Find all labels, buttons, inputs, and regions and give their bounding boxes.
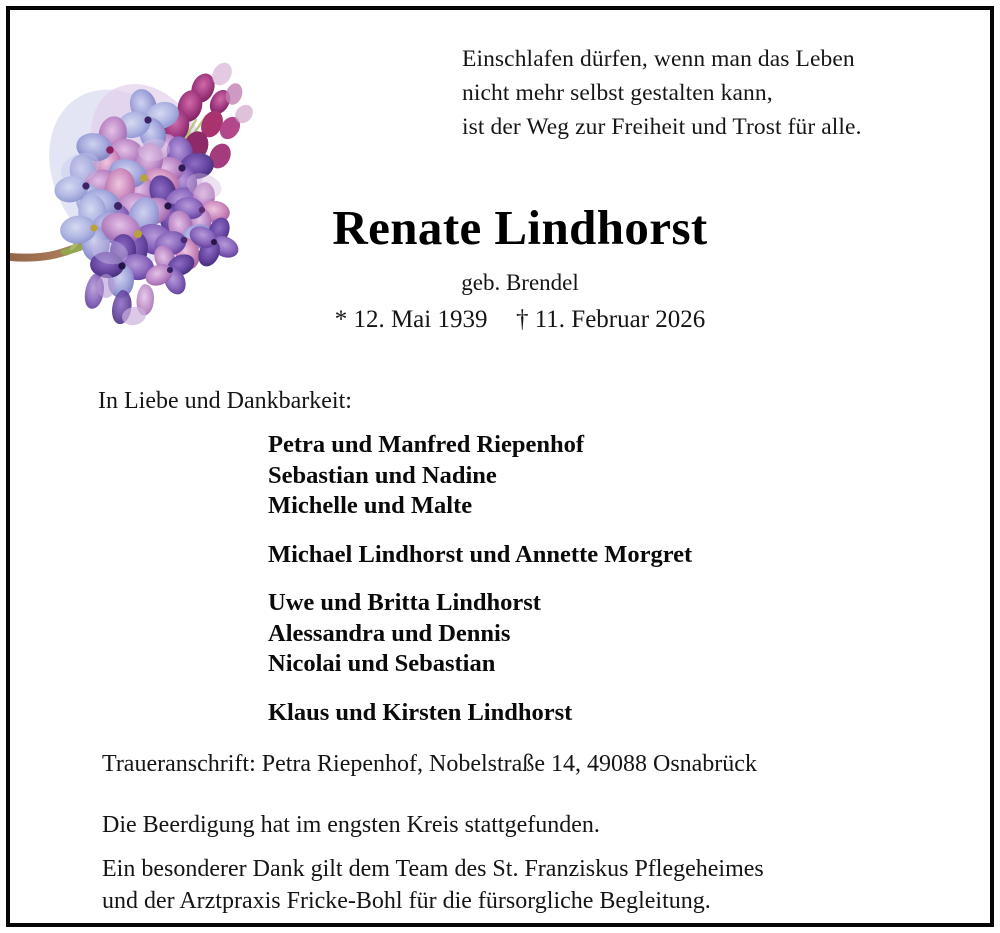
mourner-group bbox=[268, 698, 958, 729]
mourner-line: Michael Lindhorst und Annette Morgret bbox=[268, 540, 693, 568]
mourner-line: Uwe und Britta Lindhorst bbox=[268, 589, 541, 616]
epigraph bbox=[462, 42, 982, 144]
mourner-group bbox=[268, 540, 958, 571]
condolence-address: Traueranschrift: Petra Riepenhof, Nobelstraße 14, 49088 Osnabrück bbox=[102, 751, 757, 777]
mourners-list bbox=[268, 430, 958, 728]
burial-notice: Die Beerdigung hat im engsten Kreis stattgefunden. bbox=[102, 812, 600, 838]
epigraph-line-2: nicht mehr selbst gestalten kann, bbox=[462, 80, 773, 106]
mourner-group bbox=[268, 430, 958, 522]
deceased-maiden-name: geb. Brendel bbox=[461, 270, 579, 295]
death-symbol: † bbox=[515, 306, 529, 333]
birth-date: 12. Mai 1939 bbox=[353, 306, 488, 333]
epigraph-line-3: ist der Weg zur Freiheit und Trost für alle. bbox=[462, 114, 862, 140]
mourner-line: Klaus und Kirsten Lindhorst bbox=[268, 698, 573, 726]
epigraph-line-1: Einschlafen dürfen, wenn man das Leben bbox=[462, 46, 855, 72]
deceased-name: Renate Lindhorst bbox=[332, 200, 708, 255]
notice-frame bbox=[6, 6, 994, 927]
mourner-line: Sebastian und Nadine bbox=[268, 461, 497, 489]
birth-symbol: * bbox=[334, 306, 348, 333]
mourner-line: Nicolai und Sebastian bbox=[268, 650, 496, 677]
thanks-line-1: Ein besonderer Dank gilt dem Team des St. Franziskus Pflegeheimes bbox=[102, 856, 764, 882]
thanks-note bbox=[102, 853, 962, 917]
mourner-line: Michelle und Malte bbox=[268, 492, 473, 519]
deceased-dates bbox=[190, 305, 850, 335]
mourners-intro: In Liebe und Dankbarkeit: bbox=[98, 388, 352, 414]
mourner-group bbox=[268, 588, 958, 680]
death-date: 11. Februar 2026 bbox=[534, 306, 706, 333]
thanks-line-2: und der Arztpraxis Fricke-Bohl für die fürsorgliche Begleitung. bbox=[102, 888, 711, 914]
mourner-line: Petra und Manfred Riepenhof bbox=[268, 431, 584, 458]
mourner-line: Alessandra und Dennis bbox=[268, 619, 511, 647]
